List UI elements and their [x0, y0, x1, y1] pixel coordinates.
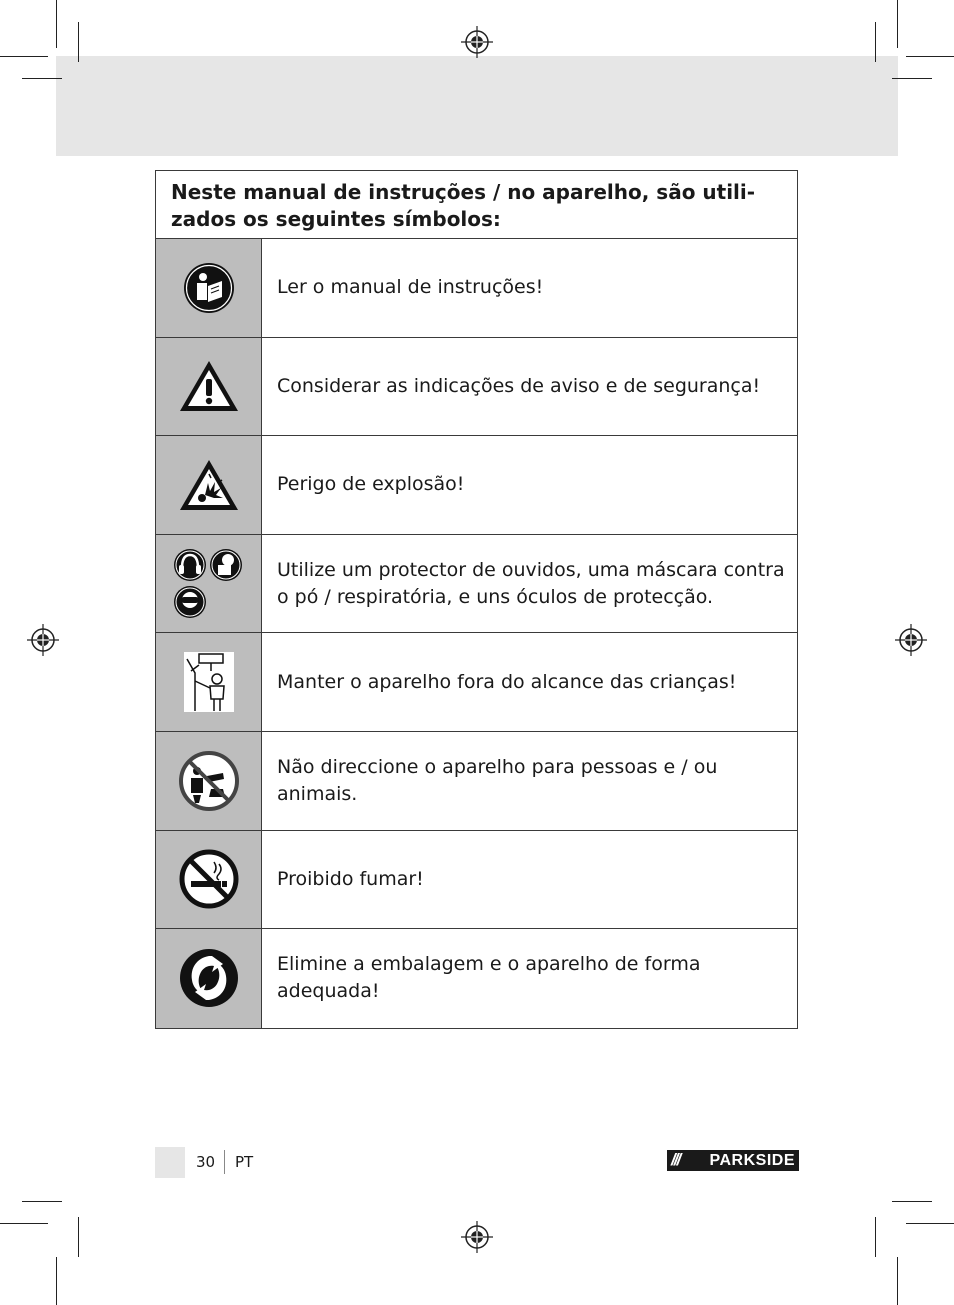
table-row — [156, 929, 797, 1028]
table-row — [156, 633, 797, 732]
row-text: Proibido fumar! — [277, 867, 424, 890]
registration-mark-icon — [27, 624, 59, 656]
registration-mark-icon — [895, 624, 927, 656]
crop-mark — [56, 1257, 57, 1305]
crop-mark — [892, 1201, 932, 1202]
logo-text: PARKSIDE — [709, 1151, 795, 1169]
row-text: Elimine a embalagem e o aparelho de forma adequada! — [277, 953, 701, 1003]
row-text: Ler o manual de instruções! — [277, 276, 544, 299]
crop-mark — [906, 1223, 954, 1224]
crop-mark — [78, 1217, 79, 1257]
green-dot-recycle-icon — [179, 948, 239, 1008]
keep-away-children-icon — [183, 651, 235, 713]
registration-mark-icon — [461, 26, 493, 58]
table-row — [156, 831, 797, 930]
crop-mark — [906, 56, 954, 57]
table-row — [156, 535, 797, 634]
page-number: 30 — [196, 1153, 216, 1171]
icon-cell — [156, 535, 262, 633]
row-text: Perigo de explosão! — [277, 473, 465, 496]
table-row — [156, 338, 797, 437]
crop-mark — [892, 78, 932, 79]
icon-cell — [156, 929, 262, 1028]
table-row — [156, 239, 797, 338]
crop-mark — [22, 78, 62, 79]
logo-mark: /// — [671, 1150, 680, 1169]
explosion-hazard-icon — [178, 458, 240, 512]
icon-cell — [156, 239, 262, 337]
crop-mark — [897, 1257, 898, 1305]
no-smoking-icon — [179, 849, 239, 909]
crop-mark — [897, 0, 898, 48]
no-aim-people-animals-icon — [179, 751, 239, 811]
table-header: Neste manual de instruções / no aparelho, são utili-zados os seguintes símbolos: — [156, 171, 797, 239]
table-row — [156, 436, 797, 535]
header-band — [56, 56, 898, 156]
crop-mark — [22, 1201, 62, 1202]
language-code: PT — [235, 1153, 254, 1171]
row-text: Considerar as indicações de aviso e de segurança! — [277, 374, 761, 397]
row-text: Manter o aparelho fora do alcance das crianças! — [277, 670, 737, 693]
crop-mark — [78, 22, 79, 62]
row-text: Não direccione o aparelho para pessoas e / ou animais. — [277, 755, 718, 805]
symbols-table — [155, 170, 798, 1029]
crop-mark — [875, 22, 876, 62]
crop-mark — [0, 56, 48, 57]
registration-mark-icon — [461, 1221, 493, 1253]
warning-triangle-icon — [178, 359, 240, 413]
icon-cell — [156, 831, 262, 929]
page-number-tab — [155, 1147, 185, 1178]
ppe-ear-mask-goggles-icon — [173, 548, 245, 620]
row-text: Utilize um protector de ouvidos, uma máscara contra o pó / respiratória, e uns óculos de protecção. — [277, 558, 785, 608]
footer-divider — [224, 1150, 225, 1174]
read-manual-icon — [183, 262, 235, 314]
crop-mark — [875, 1217, 876, 1257]
icon-cell — [156, 732, 262, 830]
crop-mark — [0, 1223, 48, 1224]
table-row — [156, 732, 797, 831]
crop-mark — [56, 0, 57, 48]
icon-cell — [156, 436, 262, 534]
icon-cell — [156, 338, 262, 436]
parkside-logo — [667, 1150, 799, 1171]
icon-cell — [156, 633, 262, 731]
